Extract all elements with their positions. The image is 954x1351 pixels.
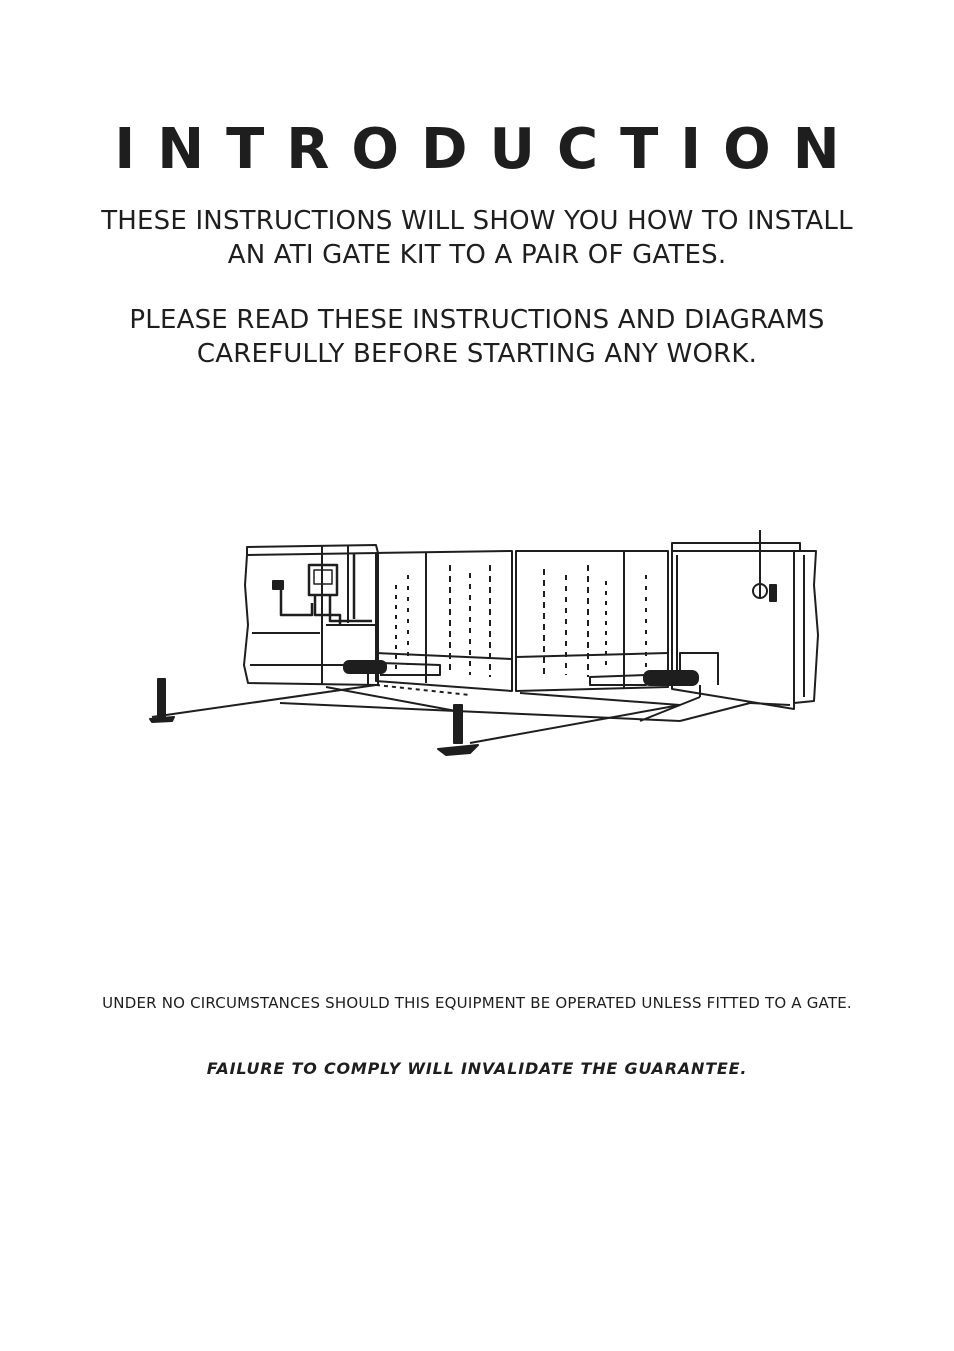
intro-paragraph — [0, 204, 954, 272]
read-notice-line-1: PLEASE READ THESE INSTRUCTIONS AND DIAGRAMS — [129, 305, 825, 335]
left-gate-leaf — [376, 551, 512, 691]
intro-line-1: THESE INSTRUCTIONS WILL SHOW YOU HOW TO INSTALL — [101, 206, 853, 236]
read-notice-paragraph — [0, 303, 954, 371]
right-gate-leaf — [516, 551, 668, 691]
photocell-posts — [150, 679, 478, 755]
operation-warning: UNDER NO CIRCUMSTANCES SHOULD THIS EQUIPMENT BE OPERATED UNLESS FITTED TO A GATE. — [102, 994, 852, 1012]
right-operator — [590, 653, 718, 697]
page-title: INTRODUCTION — [114, 117, 862, 182]
read-notice-line-2: CAREFULLY BEFORE STARTING ANY WORK. — [196, 339, 758, 369]
ground-lines — [152, 685, 790, 743]
gate-installation-illustration — [140, 525, 830, 765]
intro-line-2: AN ATI GATE KIT TO A PAIR OF GATES. — [227, 240, 727, 270]
guarantee-notice: FAILURE TO COMPLY WILL INVALIDATE THE GUARANTEE. — [206, 1059, 748, 1078]
